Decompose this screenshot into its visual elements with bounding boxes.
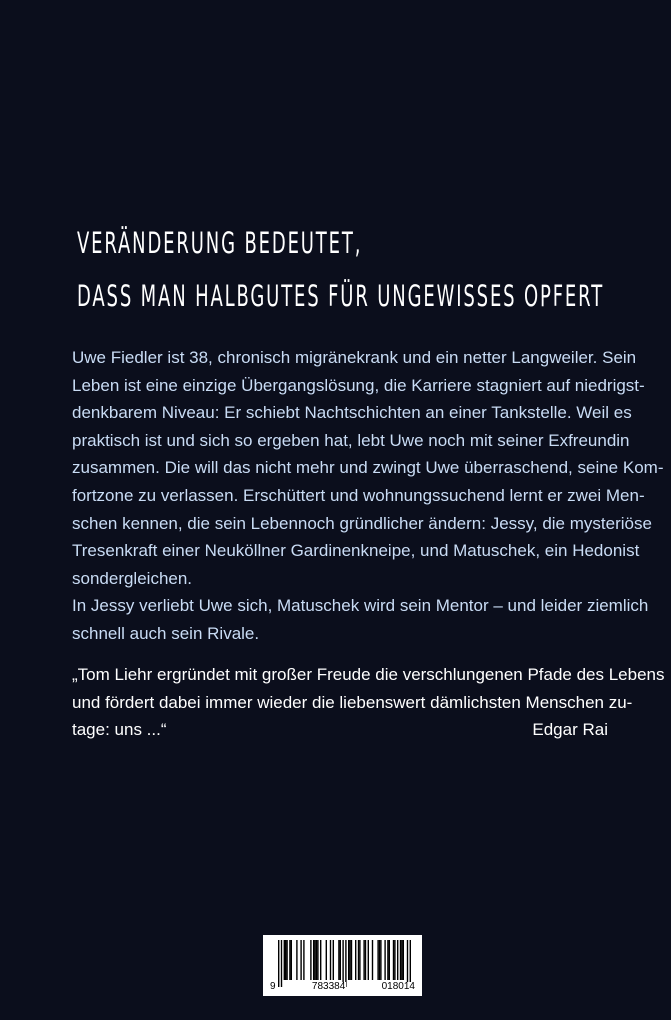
quote-line: „Tom Liehr ergründet mit großer Freude die verschlungenen Pfade des Lebens [72, 665, 665, 684]
barcode-bar [338, 940, 339, 980]
barcode-bar [384, 940, 385, 980]
blurb-line: zusammen. Die will das nicht mehr und zwingt Uwe überraschend, seine Kom- [72, 458, 664, 478]
barcode-bar [326, 940, 327, 980]
barcode-bar [379, 940, 380, 980]
barcode-digit-first: 9 [270, 981, 276, 992]
barcode-bar [296, 940, 297, 980]
barcode-bar [410, 940, 411, 987]
barcode-bar [345, 940, 346, 987]
barcode-bar [387, 940, 388, 980]
barcode-bar [348, 940, 349, 980]
barcode-bar [300, 940, 301, 980]
barcode-bar [320, 940, 321, 980]
quote-last-line [72, 716, 608, 744]
barcode-bar [278, 940, 279, 987]
headline-line-2: DASS MAN HALBGUTES FÜR UNGEWISSES OPFERT [77, 279, 605, 313]
quote-line: tage: uns ...“ [72, 720, 167, 740]
barcode-bar [358, 940, 359, 980]
barcode-bar [330, 940, 331, 980]
quote-line: und fördert dabei immer wieder die liebenswert dämlichsten Menschen zu- [72, 692, 633, 712]
barcode-bar [407, 940, 408, 987]
barcode-bar [400, 940, 401, 980]
barcode-digits-left: 783384 [311, 981, 346, 992]
blurb-text [72, 344, 664, 648]
blurb-line: schnell auch sein Rivale. [72, 623, 260, 643]
review-quote [72, 661, 665, 744]
barcode-bar [355, 940, 356, 980]
barcode-bar [281, 940, 282, 987]
blurb-line: Leben ist eine einzige Übergangslösung, die Karriere stagniert auf niedrigst- [72, 375, 645, 395]
barcode-bar [365, 940, 366, 980]
blurb-line: In Jessy verliebt Uwe sich, Matuschek wird sein Mentor – und leider ziemlich [72, 596, 649, 616]
barcode-bar [340, 940, 341, 980]
barcode-digits-right: 018014 [381, 981, 415, 992]
barcode-bar [349, 940, 350, 980]
blurb-line: Uwe Fiedler ist 38, chronisch migränekrank und ein netter Langweiler. Sein [72, 348, 637, 367]
barcode-bar [393, 940, 394, 980]
barcode-bar [363, 940, 364, 980]
barcode-bar [351, 940, 352, 980]
barcode-bar [289, 940, 290, 980]
barcode-bar [313, 940, 314, 980]
barcode-bar [317, 940, 318, 980]
barcode-bar [284, 940, 285, 980]
barcode-bar [286, 940, 287, 980]
barcode-bar [368, 940, 369, 980]
blurb-line: schen kennen, die sein Lebennoch gründlicher ändern: Jessy, die mysteriöse [72, 513, 652, 533]
barcode-bar [333, 940, 334, 980]
barcode-bar [285, 940, 286, 980]
barcode-bar [372, 940, 373, 980]
barcode-bar [377, 940, 378, 980]
barcode-bar [359, 940, 360, 980]
blurb-line: fortzone zu verlassen. Erschüttert und wohnungssuchend lernt er zwei Men- [72, 485, 645, 505]
barcode-bar [342, 940, 343, 987]
blurb-line: denkbarem Niveau: Er schiebt Nachtschichten an einer Tankstelle. Weil es [72, 403, 632, 423]
quote-author: Edgar Rai [532, 720, 608, 740]
barcode-bar [389, 940, 390, 980]
barcode-bar [403, 940, 404, 980]
blurb-line: praktisch ist und sich so ergeben hat, lebt Uwe noch mit seiner Exfreundin [72, 430, 630, 450]
blurb-line: sondergleichen. [72, 568, 193, 588]
barcode-bar [316, 940, 317, 980]
blurb-line: Tresenkraft einer Neuköllner Gardinenkneipe, und Matuschek, ein Hedonist [72, 541, 640, 561]
barcode-bar [394, 940, 395, 980]
barcode-bar [310, 940, 311, 980]
barcode-bar [380, 940, 381, 980]
isbn-barcode [263, 935, 422, 996]
barcode-bar [397, 940, 398, 980]
headline-line-1: VERÄNDERUNG BEDEUTET, [77, 226, 363, 260]
barcode-digits [269, 982, 416, 992]
barcode-bar [303, 940, 304, 980]
barcode-bar [291, 940, 292, 980]
barcode-bar [401, 940, 402, 980]
barcode-bar [314, 940, 315, 980]
